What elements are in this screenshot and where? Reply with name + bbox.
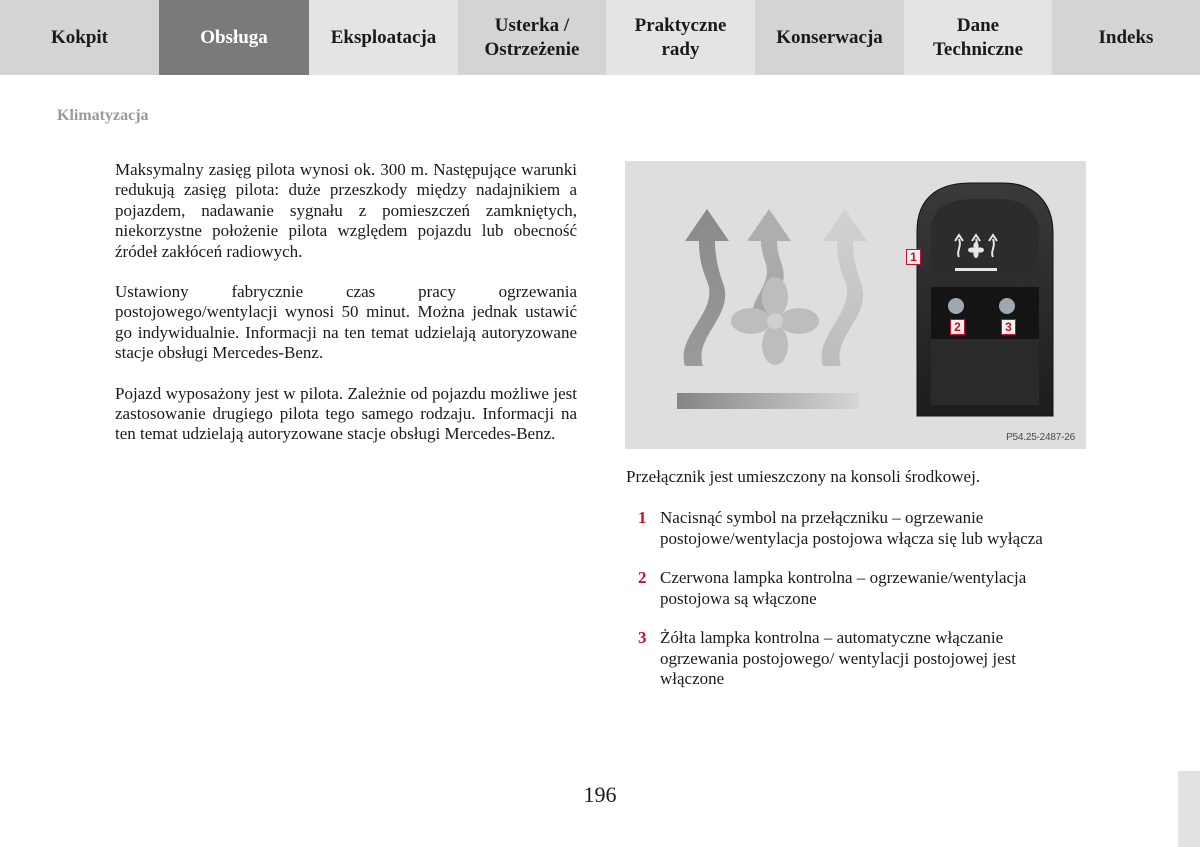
legend-list [638,508,1068,709]
side-marker [1178,771,1200,847]
page-number: 196 [583,782,617,807]
tab-praktyczne-rady[interactable]: Praktyczne rady [606,0,755,75]
tab-eksploatacja[interactable]: Eksploatacja [309,0,458,75]
switch-illustration-graphic [625,161,1086,449]
body-text [115,160,577,465]
figure-caption: Przełącznik jest umieszczony na konsoli środkowej. [626,467,981,486]
tab-indeks[interactable]: Indeks [1052,0,1200,75]
legend-text: Czerwona lampka kontrolna – ogrzewanie/wentylacja postojowa są włączone [660,568,1027,608]
callout-2: 2 [950,319,965,335]
legend-number: 3 [638,628,647,647]
tab-konserwacja[interactable]: Konserwacja [755,0,904,75]
list-item [638,628,1068,690]
legend-text: Nacisnąć symbol na przełączniku – ogrzewanie postojowe/wentylacja postojowa włącza się lub wyłącza [660,508,1043,548]
paragraph-runtime: Ustawiony fabrycznie czas pracy ogrzewania postojowego/wentylacji wynosi 50 minut. Można jednak ustawić go indywidualnie. Informacji na ten temat udzielają autoryzowane stacje obsługi Mercedes-Benz. [115,282,577,363]
tab-dane-techniczne[interactable]: Dane Techniczne [904,0,1052,75]
top-nav-tabs [0,0,1200,75]
tab-kokpit[interactable]: Kokpit [0,0,159,75]
legend-text: Żółta lampka kontrolna – automatyczne włączanie ogrzewania postojowego/ wentylacji postojowej jest włączone [660,628,1016,688]
heat-bar [677,393,859,409]
legend-number: 1 [638,508,647,527]
switch-icon [917,183,1053,416]
paragraph-range: Maksymalny zasięg pilota wynosi ok. 300 m. Następujące warunki redukują zasięg pilota: duże przeszkody między nadajnikiem a pojazdem, nadawanie sygnału z pomieszczeń zamkniętych, niekorzystne położenie pilota względem pojazdu lub obecność źródeł zakłóceń radiowych. [115,160,577,261]
tab-usterka-ostrzezenie[interactable]: Usterka / Ostrzeżenie [458,0,606,75]
callout-1: 1 [906,249,921,265]
legend-number: 2 [638,568,647,587]
paragraph-remote: Pojazd wyposażony jest w pilota. Zależnie od pojazdu możliwe jest zastosowanie drugiego pilota tego samego rodzaju. Informacji na ten temat udzielają autoryzowane stacje obsługi Mercedes-Benz. [115,383,577,444]
figure-code: P54.25-2487-26 [1006,432,1075,443]
tab-obsluga[interactable]: Obsługa [159,0,309,75]
callout-3: 3 [1001,319,1016,335]
list-item [638,508,1068,549]
section-title: Klimatyzacja [57,107,149,124]
switch-illustration [625,161,1086,449]
fan-icon [731,277,819,365]
list-item [638,568,1068,609]
